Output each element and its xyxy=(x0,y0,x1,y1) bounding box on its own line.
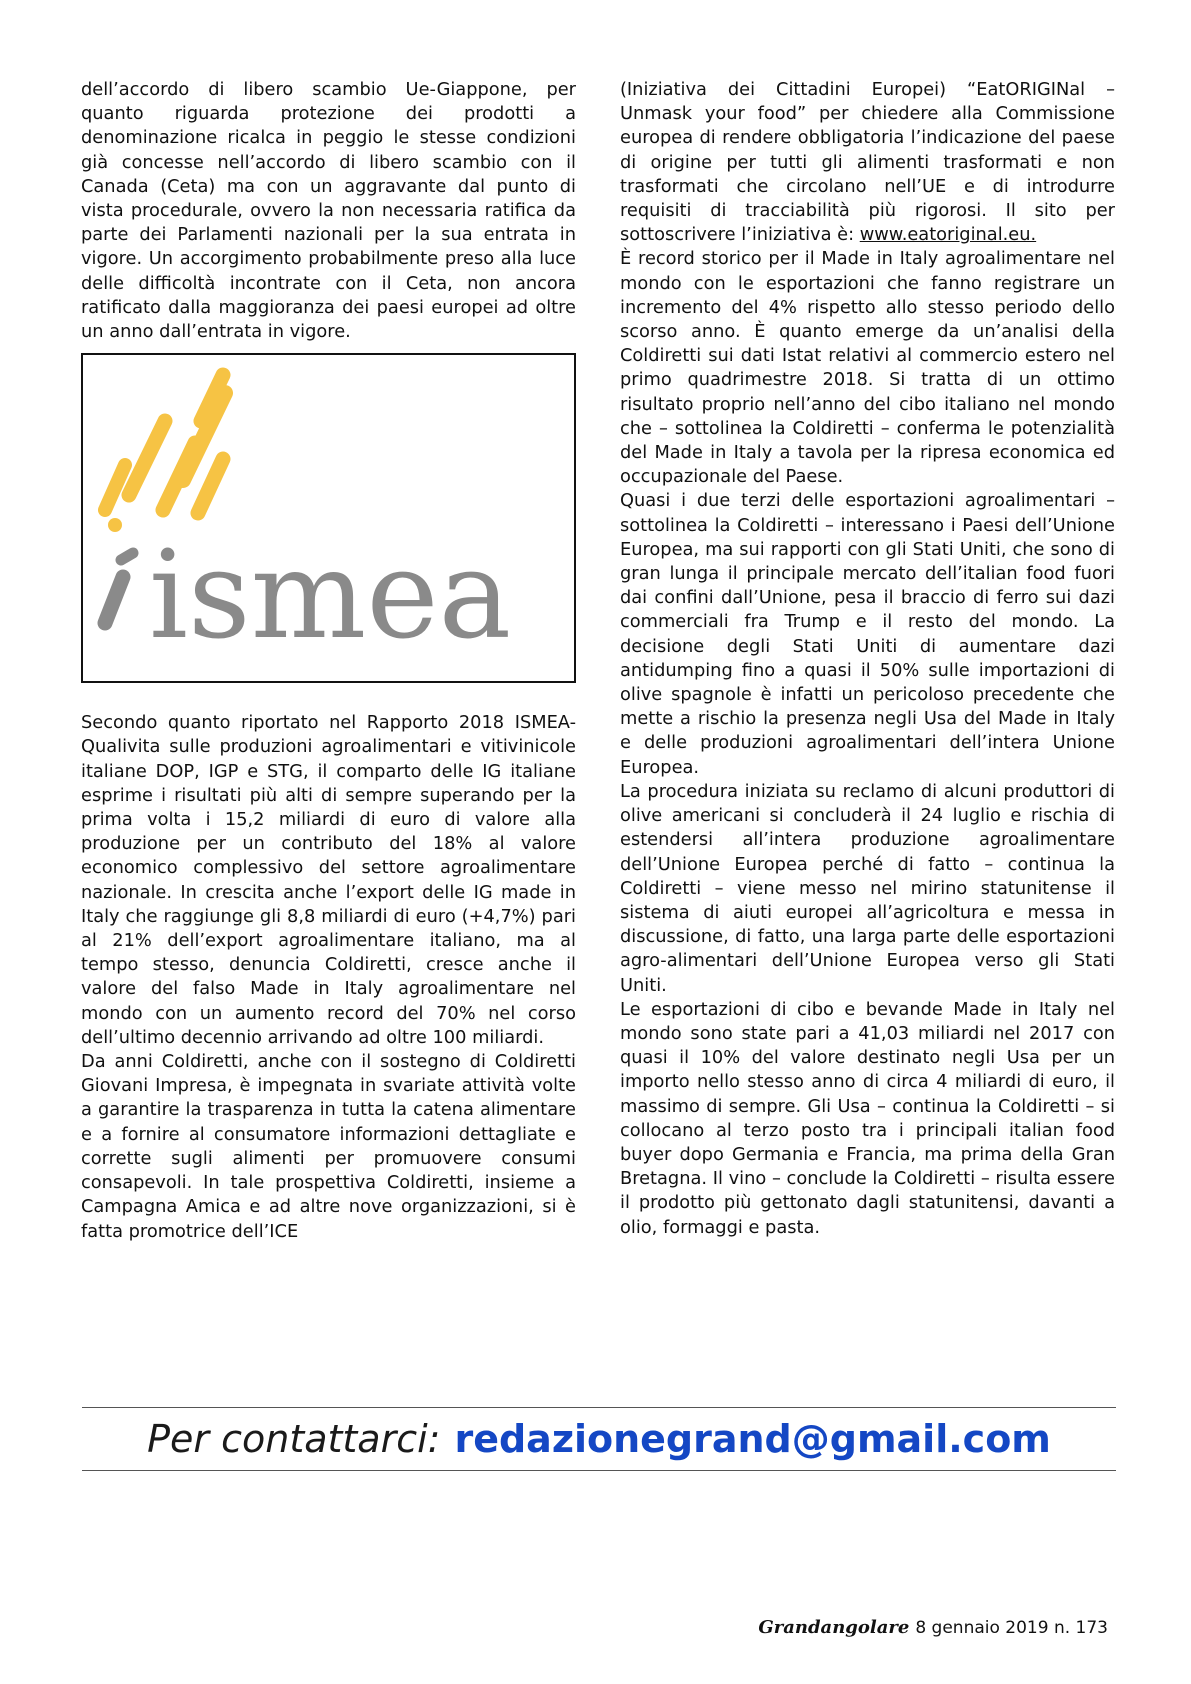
paragraph-olive-procedure: La procedura iniziata su reclamo di alcuni produttori di olive americani si concluderà il 24 luglio e rischia di estendersi all’intera produzione agroalimentare dell’Unione Europea perché di fatto – continua la Coldiretti – viene messo nel mirino statunitense il sistema di aiuti europei all’agricoltura e messa in discussione, di fatto, una larga parte delle esportazioni agro-alimentari dell’Unione Europea verso gli Stati Uniti. xyxy=(620,780,1115,996)
ismea-logo xyxy=(83,355,574,681)
contact-email-link[interactable]: redazionegrand@gmail.com xyxy=(454,1417,1051,1461)
paragraph-usa-duties: Quasi i due terzi delle esportazioni agroalimentari – sottolinea la Coldiretti – interessano i Paesi dell’Unione Europea, ma sui rapporti con gli Stati Uniti, che sono di gran lunga il principale mercato dell’italian food fuori dai confini dall’Unione, pesa il braccio di ferro sui dazi commerciali fra Trump e il resto del mondo. La decisione degli Stati Uniti di aumentare dazi antidumping fino a quasi il 50% sulle importazioni di olive spagnole è infatti un pericoloso precedente che mette a rischio la presenza negli Usa del Made in Italy e delle produzioni agroalimentari dell’intera Unione Europea. xyxy=(620,490,1115,778)
paragraph-eatoriginal-text: (Iniziativa dei Cittadini Europei) “EatORIGINal – Unmask your food” per chiedere alla Commissione europea di rendere obbligatoria l’indicazione del paese di origine per tutti gli alimenti trasformati e non trasformati che circolano nell’UE e di introdurre requisiti di tracciabilità più rigorosi. Il sito per sottoscrivere l’iniziativa è: xyxy=(620,79,1115,246)
contact-label: Per contattarci: xyxy=(147,1417,441,1461)
paragraph-ismea-report: Secondo quanto riportato nel Rapporto 2018 ISMEA-Qualivita sulle produzioni agroalimentari e vitivinicole italiane DOP, IGP e STG, il comparto delle IG italiane esprime i risultati più alti di sempre superando per la prima volta i 15,2 miliardi di euro di valore alla produzione per un contributo del 18% al valore economico complessivo del settore agroalimentare nazionale. In crescita anche l’export delle IG made in Italy che raggiunge gli 8,8 miliardi di euro (+4,7%) pari al 21% dell’export agroalimentare italiano, ma al tempo stesso, denuncia Coldiretti, cresce anche il valore del falso Made in Italy agroalimentare nel mondo con un aumento record del 70% nel corso dell’ultimo decennio arrivando ad oltre 100 miliardi. xyxy=(81,712,576,1048)
page-footer xyxy=(758,1617,1108,1638)
publication-name: Grandangolare xyxy=(758,1617,910,1638)
logo-wordmark: ismea xyxy=(149,524,512,667)
paragraph-eatoriginal xyxy=(620,78,1115,247)
logo-dot xyxy=(108,518,122,532)
issue-info: 8 gennaio 2019 n. 173 xyxy=(915,1618,1108,1638)
ismea-logo-box xyxy=(81,353,576,683)
left-column xyxy=(81,78,576,1244)
paragraph-export-figures: Le esportazioni di cibo e bevande Made in Italy nel mondo sono state pari a 41,03 miliardi nel 2017 con quasi il 10% del valore destinato negli Usa per un importo nello stesso anno di circa 4 miliardi di euro, il massimo di sempre. Gli Usa – continua la Coldiretti – si collocano al terzo posto tra i principali italian food buyer dopo Germania e Francia, ma prima della Gran Bretagna. Il vino – conclude la Coldiretti – risulta essere il prodotto più gettonato dagli statunitensi, davanti a olio, formaggi e pasta. xyxy=(620,998,1115,1238)
paragraph-coldiretti-ice: Da anni Coldiretti, anche con il sostegno di Coldiretti Giovani Impresa, è impegnata in svariate attività volte a garantire la trasparenza in tutta la catena alimentare e a fornire al consumatore informazioni dettagliate e corrette sugli alimenti per promuovere consumi consapevoli. In tale prospettiva Coldiretti, insieme a Campagna Amica e ad altre nove organizzazioni, si è fatta promotrice dell’ICE xyxy=(81,1051,576,1242)
paragraph-export-record: È record storico per il Made in Italy agroalimentare nel mondo con le esportazioni che fanno registrare un incremento del 4% rispetto allo stesso periodo dello scorso anno. È quanto emerge da un’analisi della Coldiretti sui dati Istat relativi al commercio estero nel primo quadrimestre 2018. Si tratta di un ottimo risultato proprio nell’anno del cibo italiano nel mondo che – sottolinea la Coldiretti – conferma le potenzialità del Made in Italy a tavola per la ripresa economica ed occupazionale del Paese. xyxy=(620,248,1115,488)
contact-banner xyxy=(82,1407,1116,1471)
paragraph-ceta: dell’accordo di libero scambio Ue-Giappone, per quanto riguarda protezione dei prodotti a denominazione ricalca in peggio le stesse condizioni già concesse nell’accordo di libero scambio con il Canada (Ceta) ma con un aggravante dal punto di vista procedurale, ovvero la non necessaria ratifica da parte dei Parlamenti nazionali per la sua entrata in vigore. Un accorgimento probabilmente preso alla luce delle difficoltà incontrate con il Ceta, non ancora ratificato dalla maggioranza dei paesi europei ad oltre un anno dall’entrata in vigore. xyxy=(81,79,576,343)
right-column xyxy=(620,78,1115,1240)
eatoriginal-link[interactable]: www.eatoriginal.eu. xyxy=(859,224,1037,246)
